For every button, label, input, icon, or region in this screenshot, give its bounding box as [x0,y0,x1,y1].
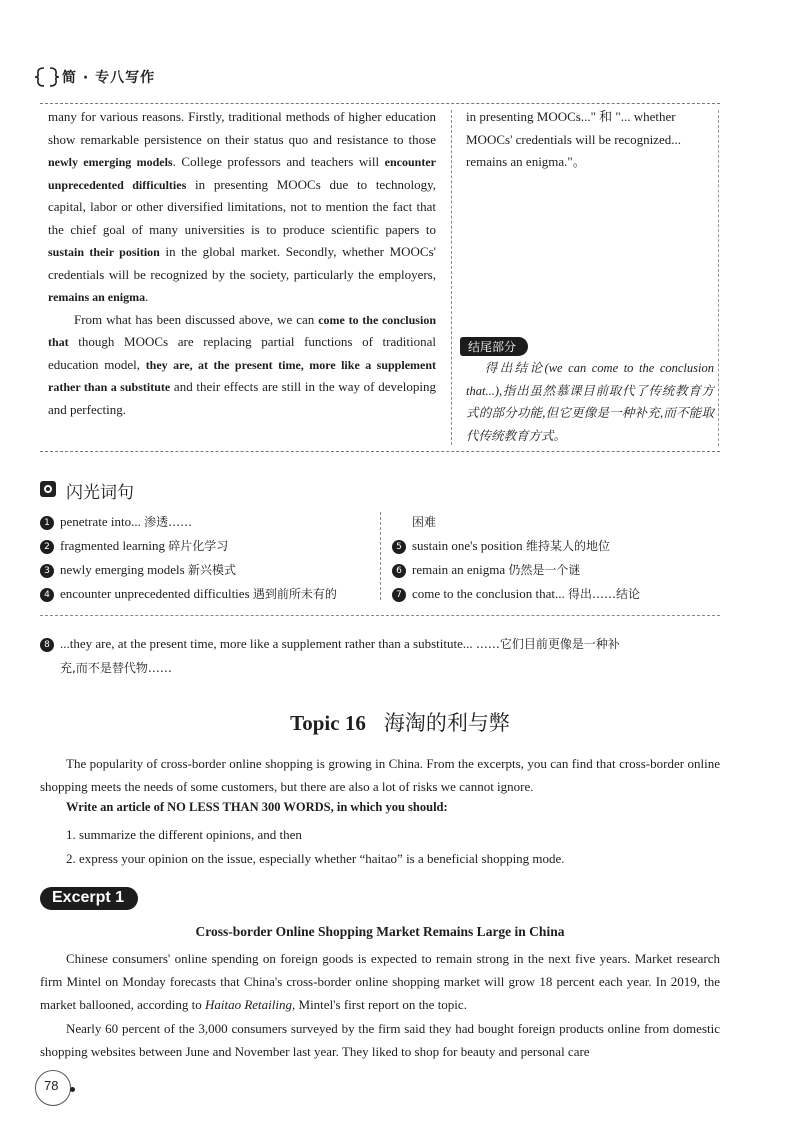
phrase-zh: 维持某人的地位 [525,539,610,553]
phrase-zh-continued: 充,而不是替代物…… [60,661,172,675]
phrase-item [40,562,236,578]
annotation-text: in presenting MOOCs..." 和 "... whether MOOCs' credentials will be recognized... remains an enigma."。 [466,109,681,169]
phrase-zh: 遇到前所未有的 [252,587,337,601]
essay-text: . College professors and teachers will [172,154,385,169]
essay-bold-phrase: come to the conclusion that [48,312,436,349]
section-tag-conclusion: 结尾部分 [460,337,528,356]
essay-bold-phrase: encounter unprecedented difficulties [48,155,436,192]
phrase-item [392,562,580,578]
phrase-item-8 [40,632,720,680]
essay-text: in presenting MOOCs due to technology, capital, labor or other diversified limitations, not to mention the fact that the chief goal of many universities is to produce scientific papers to [48,176,436,237]
phrase-zh: 得出……结论 [567,587,640,601]
phrase-item [392,538,610,554]
topic-label: Topic 16 [290,711,366,735]
number-badge: 2 [40,540,54,554]
phrase-zh: 困难 [412,515,437,529]
number-badge: 7 [392,588,406,602]
task-list-item: 2. express your opinion on the issue, especially whether “haitao” is a beneficial shopping mode. [66,851,565,866]
box-top-border [40,103,720,104]
topic-intro: The popularity of cross-border online shopping is growing in China. From the excerpts, you can find that cross-border online shopping meets the needs of some customers, but there are also a lot of risks we cannot ignore. [40,756,720,794]
page-number-dot [70,1087,75,1092]
number-badge: 1 [40,516,54,530]
excerpt-paragraph-2: Nearly 60 percent of the 3,000 consumers surveyed by the firm said they had bought foreign products online from domestic shopping websites between June and November last year. They liked to shop for beauty and personal care [40,1021,720,1059]
essay-text: though MOOCs are replacing partial functions of traditional education model, [48,334,436,372]
phrase-en: penetrate into... [60,514,141,529]
excerpt-text: Chinese consumers' online spending on foreign goods is expected to remain strong in the next five years. Market research firm Mintel on Monday forecasts that China's cross-border online shopping market will grow 18 percent each year. In 2019, the market ballooned, according to [40,951,720,1012]
book-icon [40,481,56,497]
number-badge: 8 [40,638,54,652]
phrase-item [40,538,228,554]
curly-brace-logo-icon [34,66,60,88]
phrase-en: sustain one's position [412,538,523,553]
phrase-en: remain an enigma [412,562,506,577]
phrase-zh: ……它们目前更像是一种补 [475,637,620,651]
essay-bold-phrase: sustain their position [48,245,160,259]
phrase-en: ...they are, at the present time, more like a supplement rather than a substitute... [60,636,473,651]
essay-text: From what has been discussed above, we can [74,311,319,327]
annotation-note: 得出结论(we can come to the conclusion that...),指出虽然慕课目前取代了传统教育方式的部分功能,但它更像是一种补充,而不能取代传统教育方式。 [466,361,714,443]
phrase-en: come to the conclusion that... [412,586,565,601]
number-badge: 4 [40,588,54,602]
phrase-zh: 碎片化学习 [168,539,229,553]
phrase-zh: 仍然是一个谜 [508,563,581,577]
phrase-zh: 渗透…… [144,515,193,529]
phrase-item [40,514,192,530]
essay-paragraph-2 [48,309,436,422]
phrases-column-divider [380,512,381,600]
phrase-item [40,586,337,602]
section-title-phrases: 闪光词句 [66,483,134,503]
phrase-en: encounter unprecedented difficulties [60,586,250,601]
phrase-item [392,586,640,602]
column-divider [451,110,452,445]
number-badge: 5 [392,540,406,554]
phrase-en: fragmented learning [60,538,166,553]
phrase-en: newly emerging models [60,562,185,577]
phrase-8-line1 [40,632,720,656]
topic-heading [0,707,800,737]
essay-paragraph-1 [48,106,436,309]
phrase-item-continued [412,514,436,530]
phrase-zh: 新兴模式 [187,563,236,577]
essay-text: . [145,289,149,304]
essay-text: in the global market. Secondly, whether MOOCs' credentials will be recognized by the society, particularly the employers, [48,244,436,282]
essay-text: many for various reasons. Firstly, traditional methods of higher education show remarkable persistence on their status quo and resistance to those [48,109,436,147]
excerpt-italic-source: Haitao Retailing [204,997,293,1012]
box-bottom-border [40,451,720,452]
box-right-border [718,110,719,446]
excerpt-badge: Excerpt 1 [40,887,138,910]
header-title: 简 · 专八写作 [62,70,156,86]
excerpt-text: , Mintel's first report on the topic. [292,997,467,1012]
topic-title: 海淘的利与弊 [383,711,510,735]
excerpt-title: Cross-border Online Shopping Market Remains Large in China [195,924,565,939]
essay-bold-phrase: remains an enigma [48,290,146,304]
essay-bold-phrase: they are, at the present time, more like a supplement rather than a substitute [48,357,437,394]
phrases-separator [40,615,720,616]
essay-bold-phrase: newly emerging models [48,155,173,169]
essay-text: and their effects are still in the way of developing and perfecting. [48,379,436,417]
task-list-item: 1. summarize the different opinions, and then [66,827,302,842]
number-badge: 6 [392,564,406,578]
essay-left-column [48,106,436,421]
page-number: 78 [44,1078,59,1093]
number-badge: 3 [40,564,54,578]
excerpt-paragraph-1 [40,947,720,1016]
writing-task: Write an article of NO LESS THAN 300 WORDS, in which you should: [66,800,448,814]
